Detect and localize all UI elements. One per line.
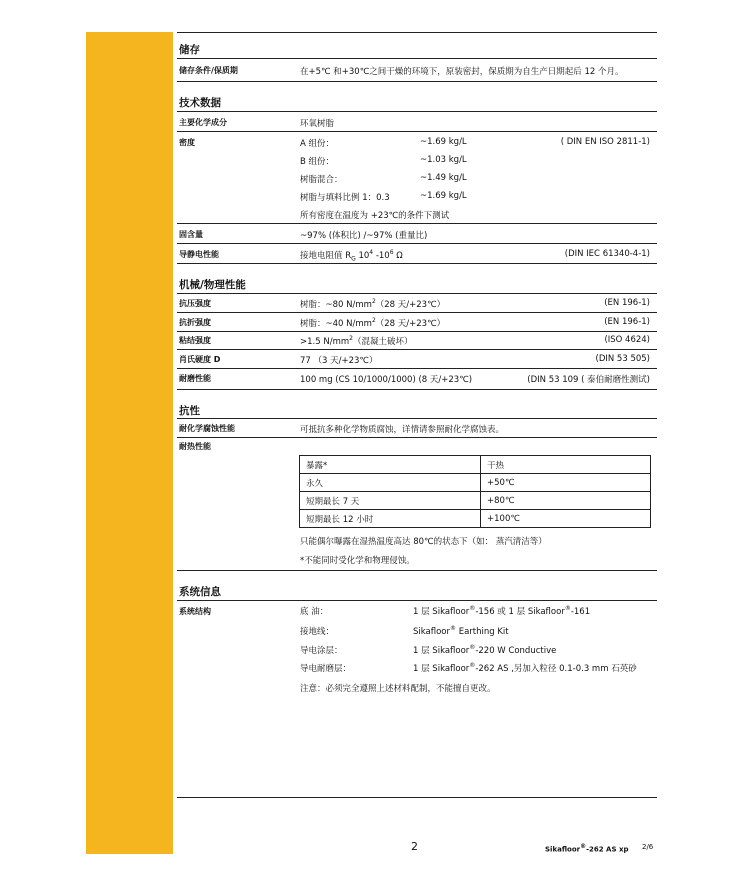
system-layer-value: 1 层 Sikafloor®-262 AS ,另加入粒径 0.1-0.3 mm 石英砂	[413, 662, 637, 674]
label-system-structure: 系统结构	[179, 607, 211, 616]
divider	[177, 58, 657, 59]
divider	[177, 331, 657, 332]
density-ref: ( DIN EN ISO 2811-1)	[560, 137, 650, 147]
abrasion-resistance-value: 100 mg (CS 10/1000/1000) (8 天/+23℃)	[300, 375, 473, 385]
solid-content-value: ~97% (体积比) /~97% (重量比)	[300, 231, 428, 241]
density-name: 树脂混合：	[300, 175, 343, 185]
table-cell: 永久	[300, 474, 481, 492]
divider	[177, 131, 657, 132]
shore-hardness-value: 77 （3 天/+23℃）	[300, 356, 378, 366]
divider	[177, 243, 657, 244]
thermal-resistance-table	[299, 455, 651, 528]
divider	[177, 437, 657, 438]
table-row	[300, 510, 651, 528]
table-cell: +50℃	[481, 474, 651, 492]
table-header-row	[300, 456, 651, 474]
label-static-conductivity: 导静电性能	[179, 250, 219, 259]
label-bond-strength: 粘结强度	[179, 336, 211, 345]
density-value: ~1.69 kg/L	[420, 137, 467, 147]
label-storage-condition: 储存条件/保质期	[179, 66, 238, 75]
page-number: 2	[411, 840, 418, 853]
table-header-cell: 暴露*	[300, 456, 481, 474]
divider	[177, 81, 657, 82]
thermal-note: 只能偶尔曝露在湿热温度高达 80℃的状态下（如： 蒸汽清洁等）	[300, 537, 547, 547]
divider	[177, 349, 657, 350]
chemical-base-value: 环氧树脂	[300, 119, 335, 129]
label-density: 密度	[179, 138, 195, 147]
section-title-storage: 储存	[179, 44, 200, 56]
table-cell: 短期最长 12 小时	[300, 510, 481, 528]
flexural-strength-value: 树脂：~40 $N/mm^2(28$ 天/+23℃）	[300, 317, 446, 329]
divider	[177, 797, 657, 798]
bond-strength-ref: (ISO 4624)	[604, 335, 650, 345]
divider	[177, 368, 657, 369]
divider	[177, 32, 657, 33]
density-note: 所有密度在温度为 +23℃的条件下测试	[300, 211, 450, 221]
section-title-resistance: 抗性	[179, 405, 200, 417]
system-layer-name: 导电耐磨层：	[300, 664, 352, 674]
system-layer-name: 导电涂层：	[300, 646, 343, 656]
system-note: 注意：必须完全遵照上述材料配制，不能擅自更改。	[300, 684, 496, 694]
sidebar-color-band	[86, 32, 173, 854]
thermal-footnote: *不能同时受化学和物理侵蚀。	[300, 556, 415, 566]
table-header-cell: 干热	[481, 456, 651, 474]
divider	[177, 418, 657, 419]
system-layer-value: 1 层 Sikafloor®-156 或 1 层 Sikafloor®-161	[413, 605, 591, 617]
density-name: A 组份：	[300, 139, 335, 149]
footer-product-name: Sikafloor®-262 AS xp	[545, 843, 629, 854]
divider	[177, 111, 657, 112]
density-value: ~1.03 kg/L	[420, 155, 467, 165]
divider	[177, 223, 657, 224]
system-layer-value: 1 层 Sikafloor®-220 W Conductive	[413, 644, 557, 656]
table-row	[300, 474, 651, 492]
compressive-strength-ref: (EN 196-1)	[604, 298, 650, 308]
label-chemical-base: 主要化学成分	[179, 118, 227, 127]
label-thermal-resistance: 耐热性能	[179, 442, 211, 451]
label-abrasion-resistance: 耐磨性能	[179, 374, 211, 383]
density-value: ~1.69 kg/L	[420, 191, 467, 201]
divider	[177, 570, 657, 571]
table-row	[300, 492, 651, 510]
label-shore-hardness: 肖氏硬度 D	[179, 355, 221, 364]
static-conductivity-ref: (DIN IEC 61340-4-1)	[564, 249, 650, 259]
storage-condition-text: 在+5℃ 和+30℃之间干燥的环境下，原装密封，保质期为自生产日期起后 12 个月。	[300, 67, 624, 77]
divider	[177, 293, 657, 294]
abrasion-resistance-ref: (DIN 53 109 ( 泰伯耐磨性测试)	[527, 375, 650, 385]
bond-strength-value: >1.5 $N/mm^2$（混凝土破坏）	[300, 335, 413, 347]
label-solid-content: 固含量	[179, 230, 203, 239]
compressive-strength-value: 树脂：~80 $N/mm^2(28$ 天/+23℃）	[300, 298, 446, 310]
label-compressive-strength: 抗压强度	[179, 299, 211, 308]
table-cell: +100℃	[481, 510, 651, 528]
system-layer-name: 接地线：	[300, 627, 335, 637]
section-title-system: 系统信息	[179, 586, 221, 598]
system-layer-value: Sikafloor® Earthing Kit	[413, 625, 509, 637]
label-chemical-resistance: 耐化学腐蚀性能	[179, 424, 235, 433]
density-value: ~1.49 kg/L	[420, 173, 467, 183]
shore-hardness-ref: (DIN 53 505)	[595, 354, 650, 364]
system-layer-name: 底 油：	[300, 607, 329, 617]
table-cell: 短期最长 7 天	[300, 492, 481, 510]
divider	[177, 263, 657, 264]
table-cell: +80℃	[481, 492, 651, 510]
flexural-strength-ref: (EN 196-1)	[604, 317, 650, 327]
density-name: B 组份：	[300, 157, 335, 167]
label-flexural-strength: 抗折强度	[179, 318, 211, 327]
divider	[177, 389, 657, 390]
density-name: 树脂与填料比例 1：0.3	[300, 193, 390, 203]
divider	[177, 600, 657, 601]
footer-page-count: 2/6	[642, 843, 654, 851]
section-title-tech: 技术数据	[179, 97, 221, 109]
section-title-mechanical: 机械/物理性能	[179, 279, 246, 291]
chemical-resistance-value: 可抵抗多种化学物质腐蚀，详情请参照耐化学腐蚀表。	[300, 425, 505, 435]
divider	[177, 312, 657, 313]
static-conductivity-value: 接地电阻值 $R_G$ $10^4$ $-10^6$ Ω	[300, 249, 403, 263]
